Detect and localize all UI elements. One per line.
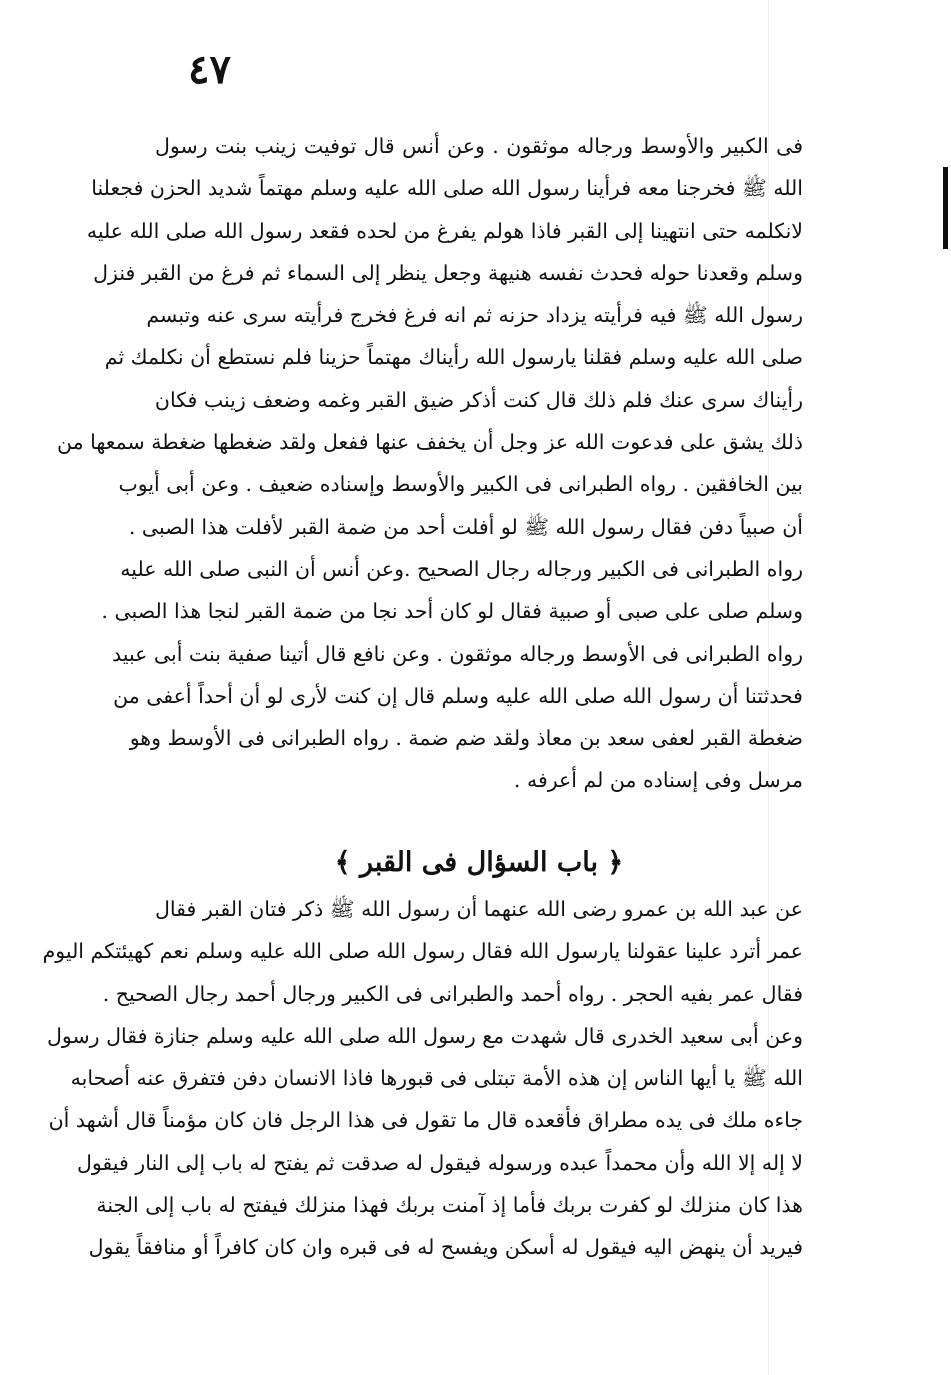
text-line: فحدثتنا أن رسول الله صلى الله عليه وسلم قال إن كنت لأرى لو أن أحداً أعفى من [113, 683, 803, 708]
text-block-top [57, 125, 803, 802]
text-line: رواه الطبرانى فى الكبير ورجاله رجال الصحيح .وعن أنس أن النبى صلى الله عليه [120, 556, 803, 581]
text-line: وعن أبى سعيد الخدرى قال شهدت مع رسول الله صلى الله عليه وسلم جنازة فقال رسول [47, 1023, 803, 1048]
text-line: الله ﷺ فخرجنا معه فرأينا رسول الله صلى الله عليه وسلم مهتماً شديد الحزن فجعلنا [91, 176, 803, 201]
text-line: رواه الطبرانى فى الأوسط ورجاله موثقون . وعن نافع قال أتينا صفية بنت أبى عبيد [112, 641, 803, 666]
text-line: هذا كان منزلك لو كفرت بربك فأما إذ آمنت بربك فهذا منزلك فيفتح له باب إلى الجنة [96, 1193, 803, 1218]
scan-edge-mark [943, 167, 948, 249]
text-line: أن صبياً دفن فقال رسول الله ﷺ لو أفلت أحد من ضمة القبر لأفلت هذا الصبى . [128, 514, 803, 539]
page-number: ٤٧ [188, 46, 231, 93]
text-line: رأيناك سرى عنك فلم ذلك قال كنت أذكر ضيق القبر وغمه وضعف زينب فكان [154, 387, 803, 412]
text-line: لانكلمه حتى انتهينا إلى القبر فاذا هولم يفرغ من لحده فقعد رسول الله صلى الله عليه [86, 218, 803, 243]
text-line: جاءه ملك فى يده مطراق فأقعده قال ما تقول فى هذا الرجل فان كان مؤمناً قال أشهد أن [48, 1108, 803, 1133]
text-line: الله ﷺ يا أيها الناس إن هذه الأمة تبتلى فى قبورها فاذا الانسان دفن فتفرق عنه أصحابه [70, 1066, 803, 1091]
text-line: فقال عمر بفيه الحجر . رواه أحمد والطبرانى فى الكبير ورجال أحمد رجال الصحيح . [102, 981, 803, 1006]
text-line: رسول الله ﷺ فيه فرأيته يزداد حزنه ثم انه فرغ فخرج فرأيته سرى عنه وتبسم [146, 303, 803, 328]
text-line: وسلم صلى على صبى أو صبية فقال لو كان أحد نجا من ضمة القبر لنجا هذا الصبى . [101, 599, 803, 624]
text-line: عن عبد الله بن عمرو رضى الله عنهما أن رسول الله ﷺ ذكر فتان القبر فقال [155, 897, 803, 921]
text-line: فيريد أن ينهض اليه فيقول له أسكن ويفسح له فى قبره وان كان كافراً أو منافقاً يقول [88, 1235, 803, 1260]
text-line: ضغطة القبر لعفى سعد بن معاذ ولقد ضم ضمة . رواه الطبرانى فى الأوسط وهو [129, 726, 803, 751]
text-block-bottom [42, 888, 803, 1269]
text-line: صلى الله عليه وسلم فقلنا يارسول الله رأيناك مهتماً حزينا فلم نستطع أن نكلمك ثم [104, 345, 803, 370]
text-line: عمر أترد علينا عقولنا يارسول الله فقال رسول الله صلى الله عليه وسلم نعم كهيئتكم اليوم [42, 939, 803, 964]
text-line: ذلك يشق على فدعوت الله عز وجل أن يخفف عنها ففعل ولقد ضغطها ضغطة سمعها من [57, 430, 803, 455]
text-line: بين الخافقين . رواه الطبرانى فى الكبير والأوسط وإسناده ضعيف . وعن أبى أيوب [118, 472, 803, 497]
text-line: وسلم وقعدنا حوله فحدث نفسه هنيهة وجعل ينظر إلى السماء ثم فرغ من القبر فنزل [93, 260, 803, 285]
text-line: فى الكبير والأوسط ورجاله موثقون . وعن أنس قال توفيت زينب بنت رسول [155, 134, 803, 158]
text-line: لا إله إلا الله وأن محمداً عبده ورسوله فيقول له صدقت ثم يفتح له باب إلى النار فيقول [76, 1150, 803, 1175]
text-line: مرسل وفى إسناده من لم أعرفه . [513, 768, 803, 793]
section-heading: ﴿ باب السؤال فى القبر ﴾ [334, 847, 624, 878]
